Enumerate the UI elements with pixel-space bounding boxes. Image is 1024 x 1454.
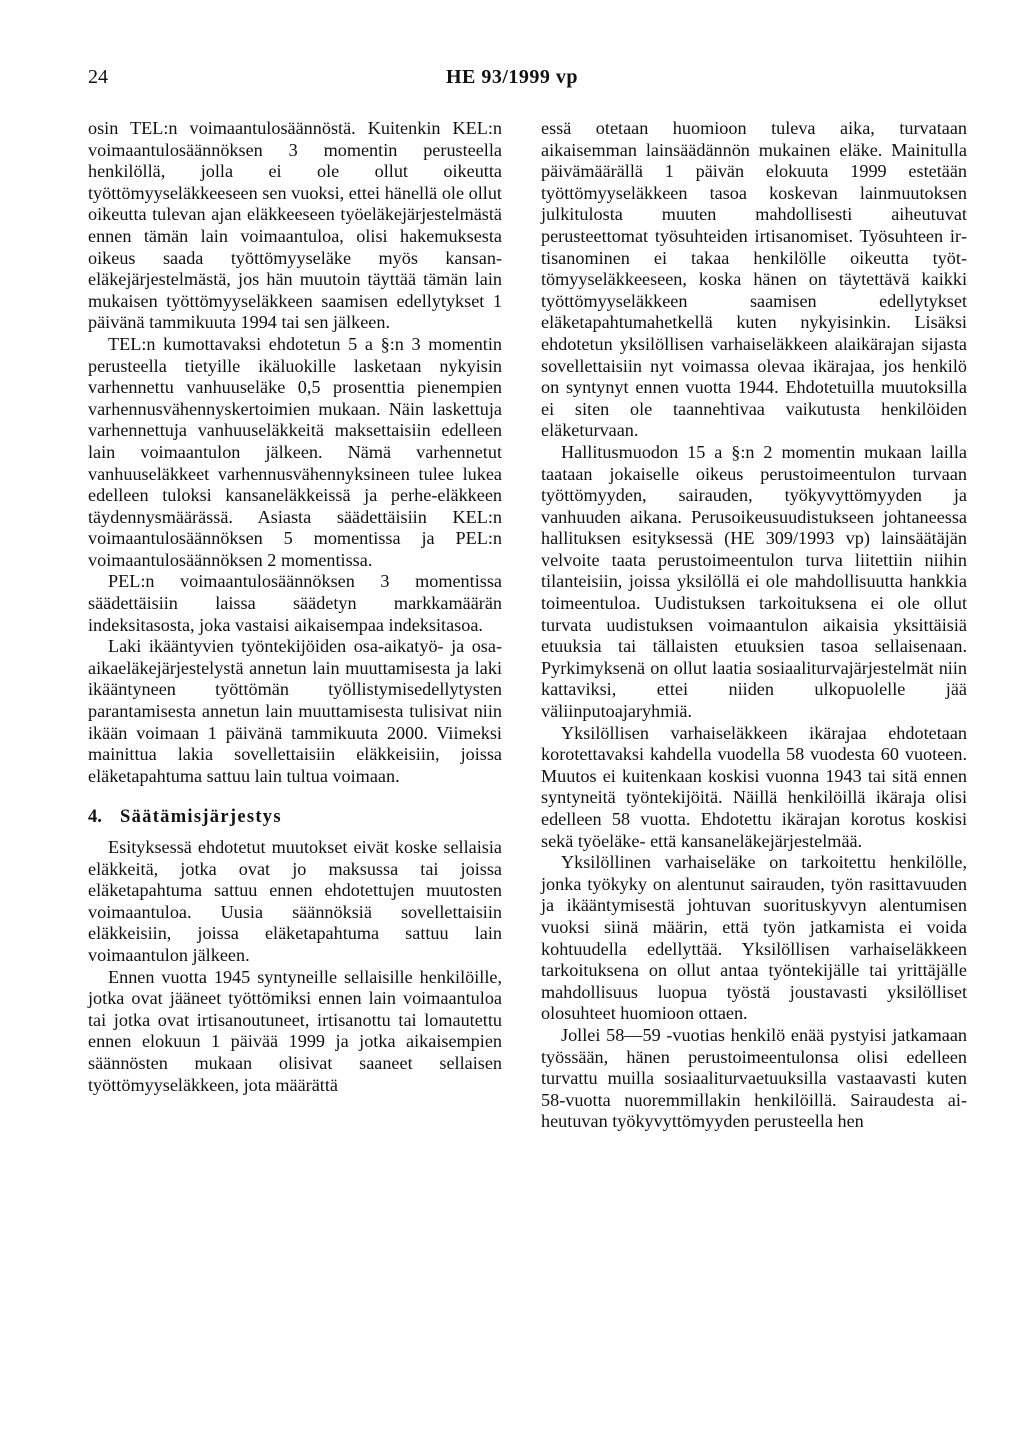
left-column bbox=[88, 118, 502, 1096]
document-id: HE 93/1999 vp bbox=[445, 66, 579, 88]
paragraph: osin TEL:n voimaantulosäännöstä. Kuitenkin KEL:n voimaantulosäännöksen 3 momentin perusteella henkilöllä, jolla ei ole ollut oikeutta työttömyyseläkkeeseen sen vuoksi, ettei hänellä ole ollut oikeutta tulevan ajan eläkkeeseen työeläkejärjestelmästä ennen tämän lain voimaantuloa, olisi hakemuksesta oikeus saada työttömyyseläke myös kansaneläkejärjestelmästä, jos hän muutoin täyttää tämän lain mukaisen työttömyyseläkkeen saamisen edellytykset 1 päivänä tammikuuta 1994 tai sen jälkeen. bbox=[88, 118, 502, 333]
paragraph: Hallitusmuodon 15 a §:n 2 momentin mukaan lailla taataan jokaiselle oikeus perustoimeentulon turvaan työttömyyden, sairauden, työkyvyttömyyden ja vanhuuden aikana. Perusoikeusuudistukseen johtaneessa hallituksen esityksessä (HE 309/1993 vp) lainsäätäjän velvoite taata perustoimeentulon turva liitettiin niihin tilanteisiin, joissa yksilöllä ei ole mahdollisuutta hankkia toimeentuloa. Uudistuksen tarkoituksena ei ole ollut turvata uudistuksen voimaantulon aikaisia yksittäisiä etuuksia tai tällaisten etuuksien tasoa sellaisenaan. Pyrkimyksenä on ollut laatia sosiaaliturvajärjestelmät niin kattaviksi, ettei niiden ulkopuolelle jää väliinputoajaryhmiä. bbox=[541, 441, 967, 722]
page-number: 24 bbox=[88, 66, 108, 88]
paragraph: Yksilöllisen varhaiseläkkeen ikärajaa ehdotetaan korotettavaksi kahdella vuodella 58 vuodesta 60 vuoteen. Muutos ei kuitenkaan koskisi vuonna 1943 tai sitä ennen syntyneitä työntekijöitä. Näillä henkilöillä ikäraja olisi edelleen 58 vuotta. Ehdotettu ikärajan korotus koskisi sekä työeläke- että kansaneläkejärjestelmää. bbox=[541, 722, 967, 851]
paragraph: TEL:n kumottavaksi ehdotetun 5 a §:n 3 momentin perusteella tietyille ikäluokille lasketaan nykyisin varhennettu vanhuuseläke 0,5 prosenttia pienempien varhennusvähennyskertoimien mukaan. Näin laskettuja varhennettuja vanhuuseläkkeitä maksettaisiin edelleen lain voimaantulon jälkeen. Nämä varhennetut vanhuuseläkkeet varhennusvähennyksineen tulee lukea edelleen tuloksi kansaneläkkeissä ja perhe-eläkkeen täydennysmäärässä. Asiasta säädettäisiin KEL:n voimaantulosäännöksen 5 momentissa ja PEL:n voimaantulosäännöksen 2 momentissa. bbox=[88, 333, 502, 570]
paragraph: Ennen vuotta 1945 syntyneille sellaisille henkilöille, jotka ovat jääneet työttömiksi ennen lain voimaantuloa tai jotka ovat irtisanoutuneet, irtisanottu tai lomautettu ennen elokuun 1 päivää 1999 ja jotka aikaisempien säännösten mukaan olisivat saaneet sellaisen työttömyyseläkkeen, jota määrättä bbox=[88, 966, 502, 1095]
paragraph: Esityksessä ehdotetut muutokset eivät koske sellaisia eläkkeitä, jotka ovat jo maksussa tai joissa eläketapahtuma sattuu ennen ehdotettujen muutosten voimaantuloa. Uusia säännöksiä sovellettaisiin eläkkeisiin, joissa eläketapahtuma sattuu lain voimaantulon jälkeen. bbox=[88, 837, 502, 965]
section-number: 4. bbox=[88, 807, 102, 828]
section-title: Säätämisjärjestys bbox=[120, 807, 282, 828]
paragraph: Jollei 58—59 -vuotias henkilö enää pystyisi jatkamaan työssään, hänen perustoimeentulonsa olisi edelleen turvattu muilla sosiaaliturvaetuuksilla vastaavasti kuten 58-vuotta nuoremmillakin henkilöillä. Sairaudesta aiheutuvan työkyvyttömyyden perusteella hen bbox=[541, 1024, 967, 1132]
right-column bbox=[541, 118, 967, 1133]
section-heading bbox=[88, 807, 502, 829]
paragraph: Yksilöllinen varhaiseläke on tarkoitettu henkilölle, jonka työkyky on alentunut sairauden, työn rasittavuuden ja ikääntymisestä johtuvan suorituskyvyn alentumisen vuoksi siinä määrin, että työn jatkamista ei voida kohtuudella edellyttää. Yksilöllisen varhaiseläkkeen tarkoituksena on ollut antaa työntekijälle tai yrittäjälle mahdollisuus luopua työstä joustavasti yksilölliset olosuhteet huomioon ottaen. bbox=[541, 852, 967, 1024]
paragraph: PEL:n voimaantulosäännöksen 3 momentissa säädettäisiin laissa säädetyn markkamäärän indeksitasosta, joka vastaisi aikaisempaa indeksitasoa. bbox=[88, 571, 502, 635]
paragraph: Laki ikääntyvien työntekijöiden osa-aikatyö- ja osa-aikaeläkejärjestelystä annetun lain muuttamisesta ja laki ikääntyneen työttömän työllistymisedellytysten parantamisesta annetun lain muuttamisesta tulisivat niin ikään voimaan 1 päivänä tammikuuta 2000. Viimeksi mainittua lakia sovellettaisiin eläkkeisiin, joissa eläketapahtuma sattuu lain tultua voimaan. bbox=[88, 636, 502, 786]
paragraph: essä otetaan huomioon tuleva aika, turvataan aikaisemman lainsäädännön mukainen eläke. Mainitulla päivämäärällä 1 päivän elokuuta 1999 estetään työttömyyseläkkeen tasoa koskevan lainmuutoksen julkitulosta muuten mahdollisesti aiheutuvat perusteettomat työsuhteiden irtisanomiset. Työsuhteen irtisanominen ei takaa henkilölle oikeutta työttömyyseläkkeeseen, koska hänen on täytettävä kaikki työttömyyseläkkeen saamisen edellytykset eläketapahtumahetkellä kuten nykyisinkin. Lisäksi ehdotetun yksilöllisen varhaiseläkkeen alaikärajan sijasta sovellettaisiin nyt voimassa olevaa ikärajaa, jos henkilö on syntynyt ennen vuotta 1944. Ehdotetuilla muutoksilla ei siten ole taannehtivaa vaikutusta henkilöiden eläketurvaan. bbox=[541, 118, 967, 441]
